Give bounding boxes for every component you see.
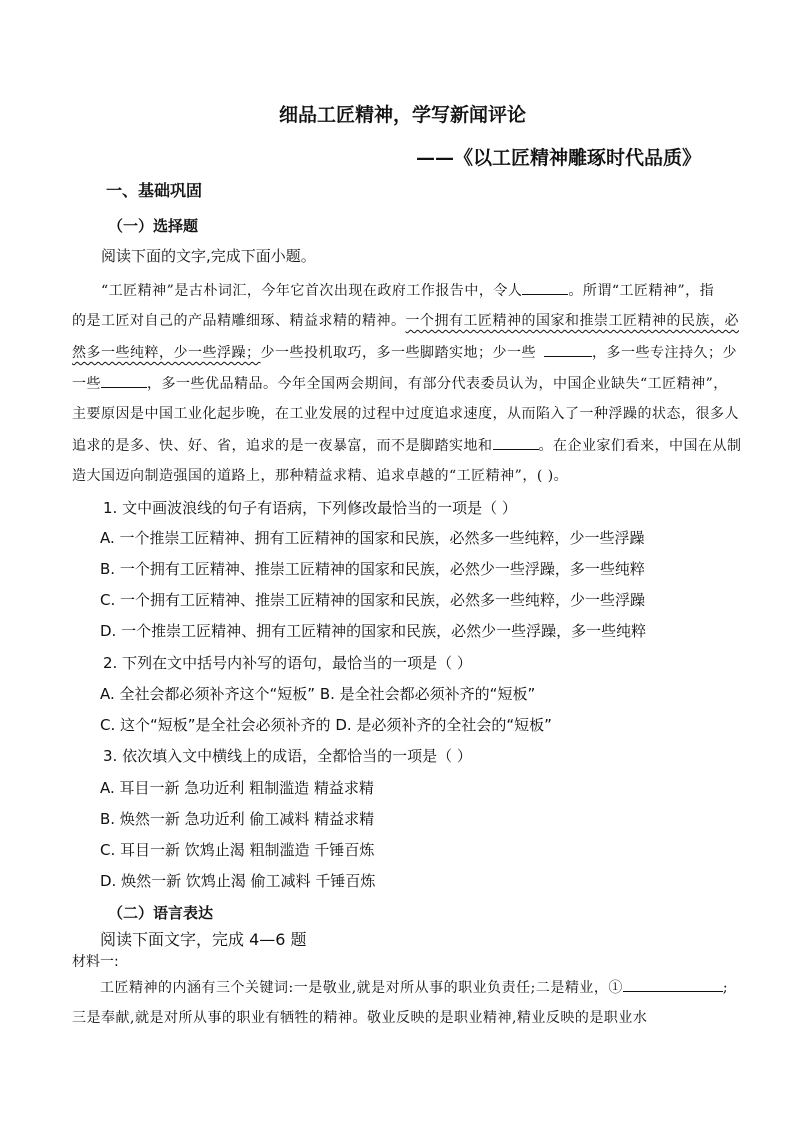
doc-subtitle: ——《以工匠精神雕琢时代品质》 — [416, 147, 702, 169]
question-2-options-ab: A. 全社会都必须补齐这个“短板” B. 是全社会都必须补齐的“短板” — [100, 685, 536, 703]
question-1-option-a: A. 一个推崇工匠精神、拥有工匠精神的国家和民族，必然多一些纯粹，少一些浮躁 — [100, 529, 645, 547]
passage-line-7: 造大国迈向制造强国的道路上，那种精益求精、追求卓越的“工匠精神”，( )。 — [72, 468, 569, 484]
passage-line-1: “工匠精神”是古朴词汇，今年它首次出现在政府工作报告中，令人 。所谓“工匠精神”，指 — [101, 280, 714, 301]
question-3-option-a: A. 耳目一新 急功近利 粗制滥造 精益求精 — [100, 779, 374, 797]
passage-line-5: 主要原因是中国工业化起步晚，在工业发展的过程中过度追求速度，从而陷入了一种浮躁的状态，很多人 — [72, 406, 739, 422]
question-3-stem: 3. 依次填入文中横线上的成语，全都恰当的一项是（ ） — [103, 747, 472, 765]
question-2-options-cd: C. 这个“短板”是全社会必须补齐的 D. 是必须补齐的全社会的“短板” — [100, 716, 552, 734]
passage-line-4: 一些 ，多一些优品精品。今年全国两会期间，有部分代表委员认为，中国企业缺失“工匠精神”， — [72, 373, 728, 394]
doc-title: 细品工匠精神，学写新闻评论 — [279, 104, 527, 126]
wavy-sentence-part-2: 然多一些纯粹，少一些浮躁； — [72, 345, 261, 361]
question-2-stem: 2. 下列在文中括号内补写的语句，最恰当的一项是（ ） — [103, 654, 472, 672]
passage-line-6: 追求的是多、快、好、省，追求的是一夜暴富，而不是脚踏实地和 。在企业家们看来，中国在从制 — [72, 435, 742, 456]
material-line-2: 三是奉献,就是对所从事的职业有牺牲的精神。敬业反映的是职业精神,精业反映的是职业水 — [72, 1010, 648, 1026]
question-1-stem: 1. 文中画波浪线的句子有语病，下列修改最恰当的一项是（ ） — [103, 499, 517, 517]
question-1-option-c: C. 一个拥有工匠精神、推崇工匠精神的国家和民族，必然多一些纯粹，少一些浮躁 — [100, 591, 646, 609]
material-line-1: 工匠精神的内涵有三个关键词:一是敬业,就是对所从事的职业负责任;二是精业，① ; — [100, 977, 728, 998]
wavy-sentence-part-1: 一个拥有工匠精神的国家和推崇工匠精神的民族，必 — [405, 313, 739, 329]
passage-line-3: 然多一些纯粹，少一些浮躁；少一些投机取巧，多一些脚踏实地；少一些 ，多一些专注持久；少 — [72, 342, 737, 363]
question-3-option-d: D. 焕然一新 饮鸩止渴 偷工减料 千锤百炼 — [100, 872, 376, 890]
section-heading-1: 一、基础巩固 — [106, 181, 203, 200]
subsection-heading-1: （一）选择题 — [108, 217, 199, 235]
answer-blank — [623, 977, 723, 992]
question-1-option-b: B. 一个拥有工匠精神、推崇工匠精神的国家和民族，必然少一些浮躁，多一些纯粹 — [100, 560, 645, 578]
instruction-1: 阅读下面的文字,完成下面小题。 — [101, 247, 316, 265]
subsection-heading-2: （二）语言表达 — [108, 904, 214, 922]
instruction-2: 阅读下面文字，完成 4—6 题 — [100, 930, 307, 949]
answer-blank — [522, 280, 568, 295]
answer-blank — [544, 342, 592, 357]
passage-line-2: 的是工匠对自己的产品精雕细琢、精益求精的精神。一个拥有工匠精神的国家和推崇工匠精神的民族，必 — [72, 313, 739, 329]
material-label: 材料一: — [72, 954, 119, 970]
question-1-option-d: D. 一个推崇工匠精神、拥有工匠精神的国家和民族，必然少一些浮躁，多一些纯粹 — [100, 622, 647, 640]
question-3-option-c: C. 耳目一新 饮鸩止渴 粗制滥造 千锤百炼 — [100, 841, 375, 859]
answer-blank — [101, 373, 147, 388]
answer-blank — [493, 435, 539, 450]
question-3-option-b: B. 焕然一新 急功近利 偷工减料 精益求精 — [100, 810, 375, 828]
